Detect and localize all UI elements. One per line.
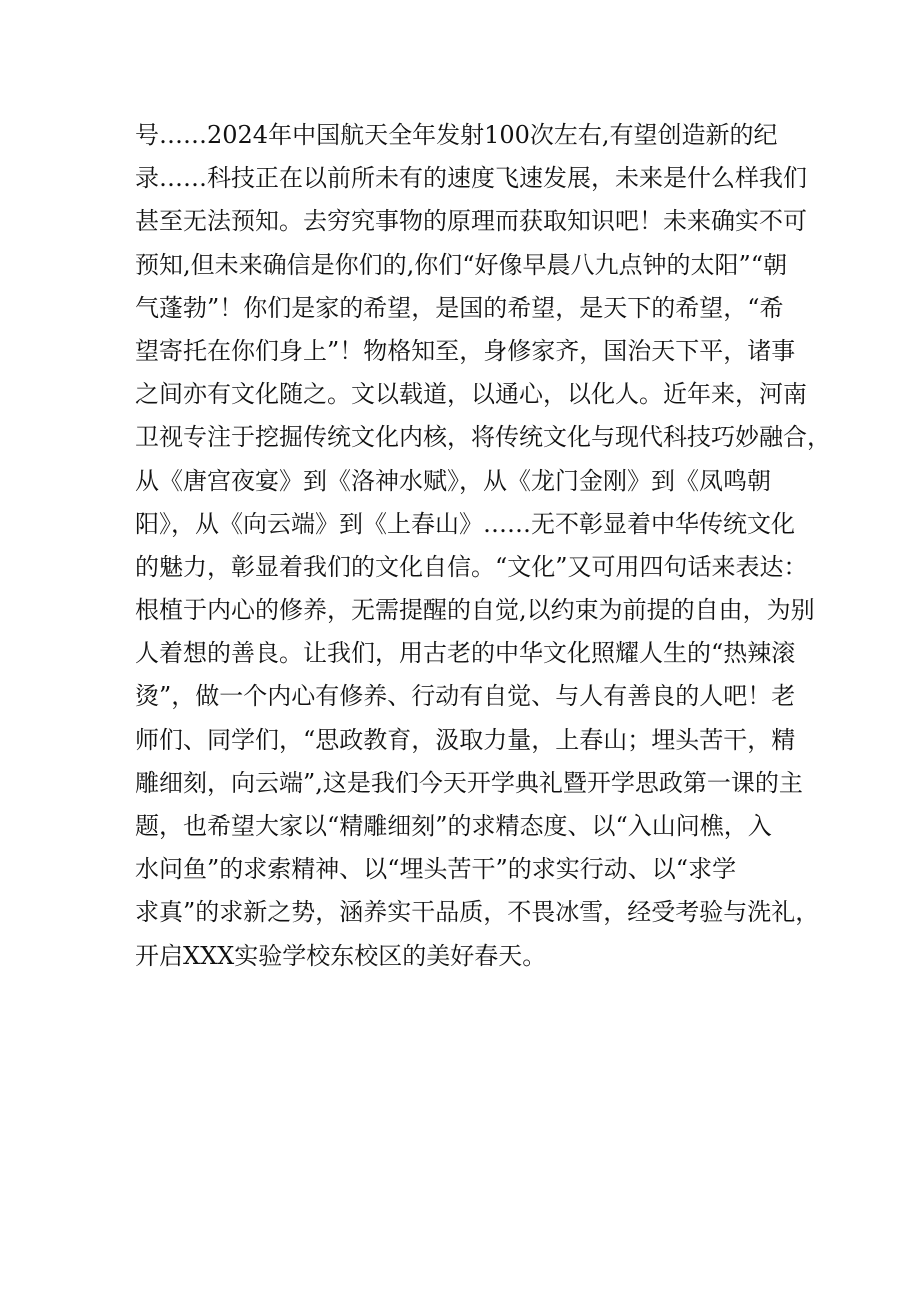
- text-line-16: 雕细刻，向云端”,这是我们今天开学典礼暨开学思政第一课的主: [135, 768, 803, 797]
- text-line-15: 师们、同学们，“思政教育，汲取力量，上春山；埋头苦干，精: [135, 725, 796, 754]
- text-line-11: 的魅力，彰显着我们的文化自信。“文化”又可用四句话来表达：: [135, 552, 808, 581]
- text-line-9: 从《唐宫夜宴》到《洛神水赋》，从《龙门金刚》到《凤鸣朝: [135, 466, 771, 495]
- text-line-6: 望寄托在你们身上”！物格知至，身修家齐，国治天下平，诸事: [135, 336, 796, 365]
- text-line-13: 人着想的善良。让我们，用古老的中华文化照耀人生的“热辣滚: [135, 639, 796, 668]
- text-line-18: 水问鱼”的求索精神、以“埋头苦干”的求实行动、以“求学: [135, 855, 737, 884]
- text-line-1: 号……2024年中国航天全年发射100次左右,有望创造新的纪: [135, 121, 778, 149]
- text-line-17: 题，也希望大家以“精雕细刻”的求精态度、以“入山问樵，入: [135, 812, 772, 840]
- text-line-20: 开启XXX实验学校东校区的美好春天。: [135, 941, 547, 970]
- text-line-7: 之间亦有文化随之。文以载道，以通心，以化人。近年来，河南: [135, 380, 807, 409]
- text-line-3: 甚至无法预知。去穷究事物的原理而获取知识吧！未来确实不可: [135, 207, 807, 236]
- text-line-12: 根植于内心的修养，无需提醒的自觉,以约束为前提的自由，为别: [135, 596, 815, 625]
- text-line-4: 预知,但未来确信是你们的,你们“好像早晨八九点钟的太阳”“朝: [135, 250, 788, 279]
- text-line-14: 烫”，做一个内心有修养、行动有自觉、与人有善良的人吧！老: [135, 682, 796, 711]
- text-line-10: 阳》，从《向云端》到《上春山》……无不彰显着中华传统文化: [135, 509, 795, 538]
- text-line-8: 卫视专注于挖掘传统文化内核，将传统文化与现代科技巧妙融合，: [135, 423, 831, 452]
- body-paragraph: [135, 114, 831, 978]
- text-line-2: 录……科技正在以前所未有的速度飞速发展，未来是什么样我们: [135, 164, 807, 193]
- text-line-5: 气蓬勃”！你们是家的希望，是国的希望，是天下的希望，“希: [135, 293, 784, 322]
- text-line-19: 求真”的求新之势，涵养实干品质，不畏冰雪，经受考验与洗礼，: [135, 898, 820, 927]
